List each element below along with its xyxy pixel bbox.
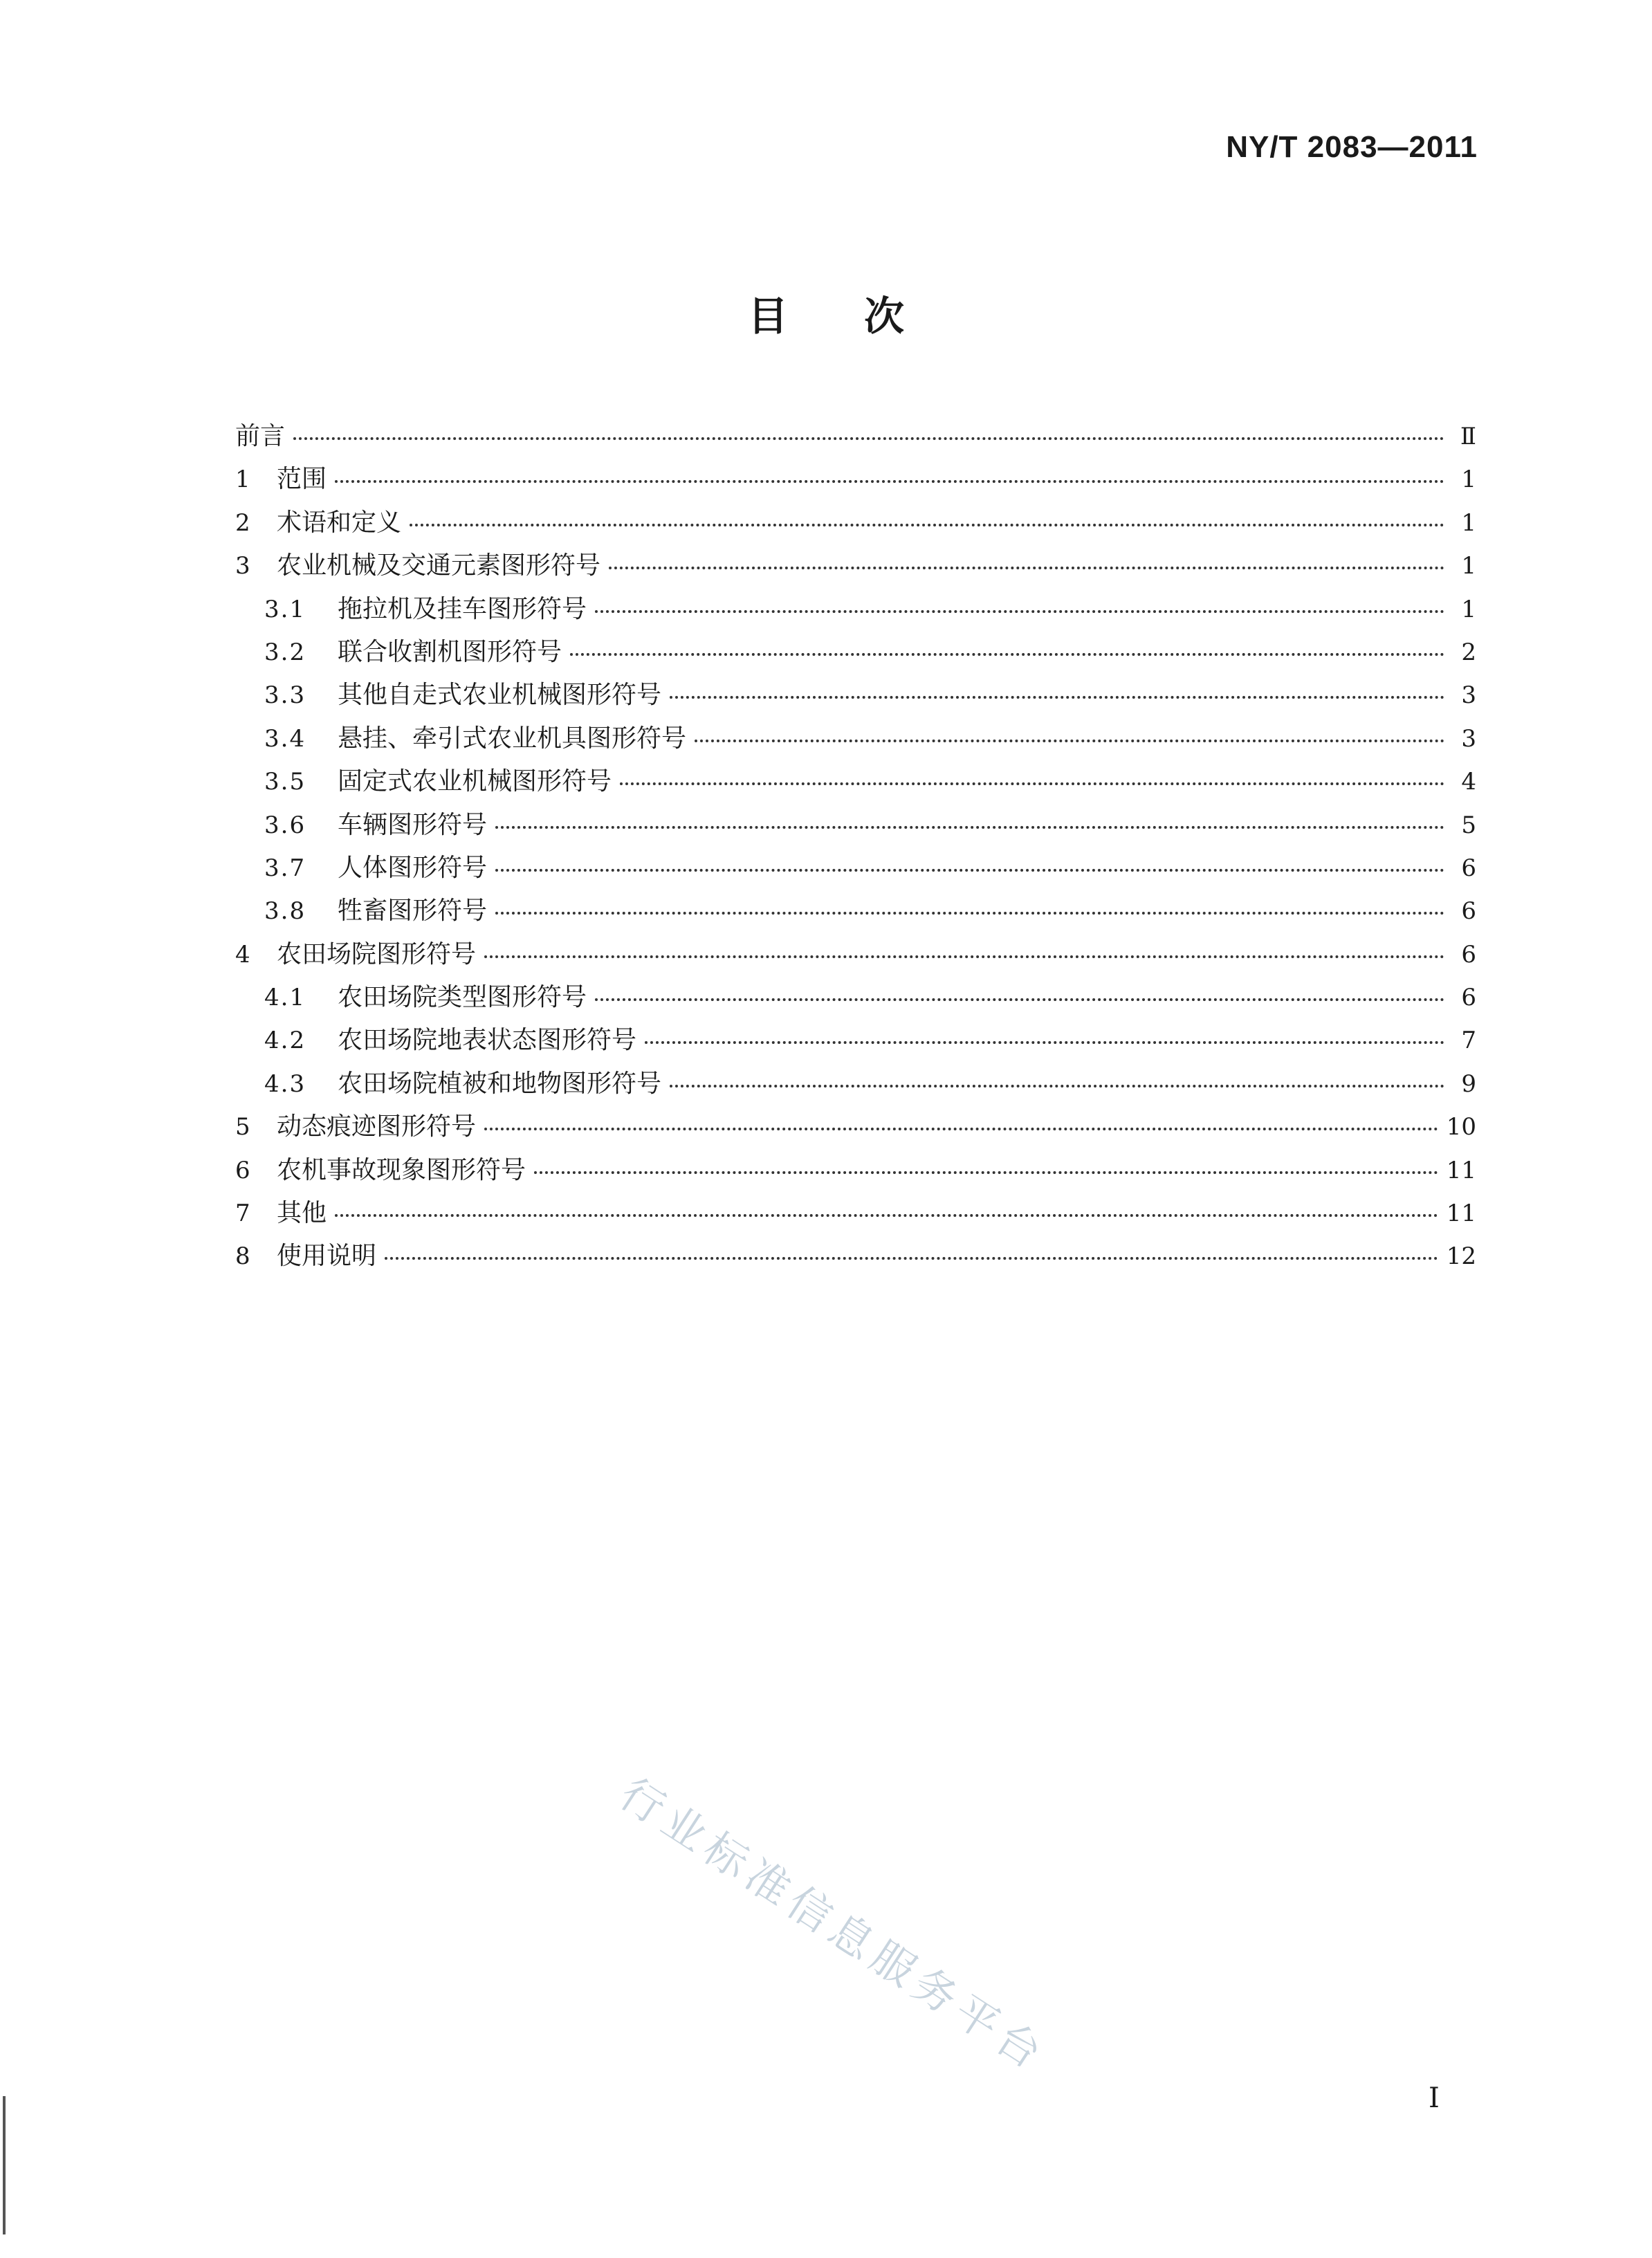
toc-entry-number: 4.3	[264, 1070, 306, 1098]
toc-dot-leader	[670, 1060, 1444, 1087]
toc-entry-number: 3.5	[264, 768, 306, 796]
toc-entry[interactable]	[235, 674, 1476, 717]
toc-entry-title: 车辆图形符号	[338, 810, 488, 839]
toc-entry-number: 3.8	[264, 897, 306, 926]
toc-dot-leader	[484, 1103, 1438, 1130]
toc-entry[interactable]	[235, 804, 1476, 847]
toc-entry-page: 12	[1446, 1242, 1476, 1271]
toc-entry-number: 3.4	[264, 724, 306, 753]
toc-entry-page: Ⅱ	[1460, 423, 1476, 450]
toc-entry-number: 3.3	[264, 681, 306, 710]
toc-dot-leader	[335, 1189, 1438, 1217]
toc-dot-leader	[609, 542, 1444, 569]
toc-entry-number: 7	[235, 1200, 250, 1228]
toc-dot-leader	[335, 455, 1444, 483]
toc-entry-title: 农业机械及交通元素图形符号	[277, 551, 601, 580]
toc-entry-page: 1	[1461, 508, 1476, 537]
toc-entry-title: 农田场院图形符号	[277, 939, 477, 969]
scan-edge-mark	[3, 2096, 6, 2234]
toc-entry-number: 3.2	[264, 638, 306, 666]
toc-dot-leader	[595, 585, 1444, 613]
toc-entry-title: 牲畜图形符号	[338, 897, 488, 926]
watermark: 行业标准信息服务平台	[611, 1768, 1056, 2082]
toc-entry[interactable]	[235, 933, 1476, 976]
toc-entry[interactable]	[235, 544, 1476, 587]
toc-entry[interactable]	[235, 1235, 1476, 1278]
toc-entry[interactable]	[235, 847, 1476, 890]
toc-entry-number: 1	[235, 466, 250, 494]
toc-entry-page: 11	[1446, 1200, 1476, 1228]
toc-entry-title: 其他	[277, 1199, 327, 1228]
toc-entry[interactable]	[235, 502, 1476, 544]
table-of-contents	[235, 415, 1476, 1278]
toc-dot-leader	[495, 801, 1444, 829]
toc-entry-title: 固定式农业机械图形符号	[338, 767, 612, 796]
toc-entry[interactable]	[235, 1105, 1476, 1148]
toc-entry-page: 10	[1446, 1113, 1476, 1141]
toc-entry[interactable]	[235, 458, 1476, 501]
toc-dot-leader	[385, 1232, 1438, 1260]
toc-entry[interactable]	[235, 890, 1476, 933]
toc-entry-page: 6	[1461, 897, 1476, 926]
toc-entry-title: 动态痕迹图形符号	[277, 1112, 477, 1141]
toc-entry-page: 4	[1461, 768, 1476, 796]
page-title	[0, 284, 1652, 342]
toc-entry-number: 6	[235, 1156, 250, 1184]
toc-entry-title: 其他自走式农业机械图形符号	[338, 681, 662, 710]
toc-entry-page: 6	[1461, 940, 1476, 969]
toc-entry-page: 5	[1461, 811, 1476, 839]
toc-dot-leader	[570, 628, 1444, 656]
toc-entry-title: 悬挂、牵引式农业机具图形符号	[338, 724, 687, 753]
toc-entry-title: 农田场院地表状态图形符号	[338, 1026, 637, 1055]
toc-entry-number: 3.6	[264, 811, 306, 839]
toc-dot-leader	[645, 1016, 1444, 1044]
toc-entry-number: 8	[235, 1242, 250, 1271]
toc-dot-leader	[293, 412, 1444, 440]
toc-entry[interactable]	[235, 415, 1476, 458]
page-title-char-2: 次	[864, 293, 905, 340]
page-title-char-1: 目	[747, 293, 788, 340]
toc-entry-title: 使用说明	[277, 1242, 377, 1271]
toc-entry-page: 11	[1446, 1156, 1476, 1184]
toc-dot-leader	[695, 715, 1444, 742]
toc-entry-number: 4	[235, 940, 250, 969]
toc-entry-title: 农田场院类型图形符号	[338, 983, 587, 1012]
toc-dot-leader	[620, 758, 1444, 785]
toc-entry-title: 联合收割机图形符号	[338, 637, 562, 666]
toc-dot-leader	[534, 1146, 1438, 1174]
toc-entry-number: 2	[235, 508, 250, 537]
toc-entry-page: 3	[1461, 724, 1476, 753]
toc-dot-leader	[410, 499, 1444, 526]
toc-entry[interactable]	[235, 976, 1476, 1019]
toc-entry-number: 4.1	[264, 984, 306, 1012]
toc-entry-title: 范围	[277, 465, 327, 494]
toc-entry[interactable]	[235, 588, 1476, 631]
toc-entry-number: 3	[235, 552, 250, 580]
toc-entry-page: 2	[1461, 638, 1476, 666]
toc-entry-page: 1	[1461, 595, 1476, 623]
toc-entry-page: 6	[1461, 984, 1476, 1012]
toc-entry[interactable]	[235, 1149, 1476, 1192]
toc-entry[interactable]	[235, 1019, 1476, 1062]
toc-dot-leader	[484, 930, 1444, 958]
toc-entry-page: 1	[1461, 466, 1476, 494]
page-number: I	[1429, 2082, 1440, 2114]
toc-entry-number: 3.1	[264, 595, 306, 623]
toc-entry-number: 4.2	[264, 1027, 306, 1055]
toc-entry-number: 3.7	[264, 854, 306, 882]
toc-entry-title: 拖拉机及挂车图形符号	[338, 594, 587, 623]
toc-dot-leader	[670, 671, 1444, 699]
toc-entry-page: 3	[1461, 681, 1476, 710]
toc-entry[interactable]	[235, 631, 1476, 674]
toc-entry[interactable]	[235, 760, 1476, 803]
toc-entry-title: 术语和定义	[277, 508, 402, 537]
toc-entry[interactable]	[235, 1063, 1476, 1105]
toc-entry-title: 人体图形符号	[338, 853, 488, 882]
toc-entry-page: 6	[1461, 854, 1476, 882]
toc-entry-page: 9	[1461, 1070, 1476, 1098]
toc-entry[interactable]	[235, 717, 1476, 760]
toc-dot-leader	[595, 973, 1444, 1001]
standard-code: NY/T 2083—2011	[1226, 130, 1478, 164]
toc-entry-title: 农田场院植被和地物图形符号	[338, 1069, 662, 1098]
toc-entry-number: 5	[235, 1113, 250, 1141]
toc-dot-leader	[495, 844, 1444, 872]
toc-dot-leader	[495, 887, 1444, 915]
toc-entry-page: 7	[1461, 1027, 1476, 1055]
toc-entry-page: 1	[1461, 552, 1476, 580]
toc-entry-title: 农机事故现象图形符号	[277, 1155, 526, 1184]
toc-entry-title: 前言	[235, 422, 286, 450]
toc-entry[interactable]	[235, 1192, 1476, 1235]
